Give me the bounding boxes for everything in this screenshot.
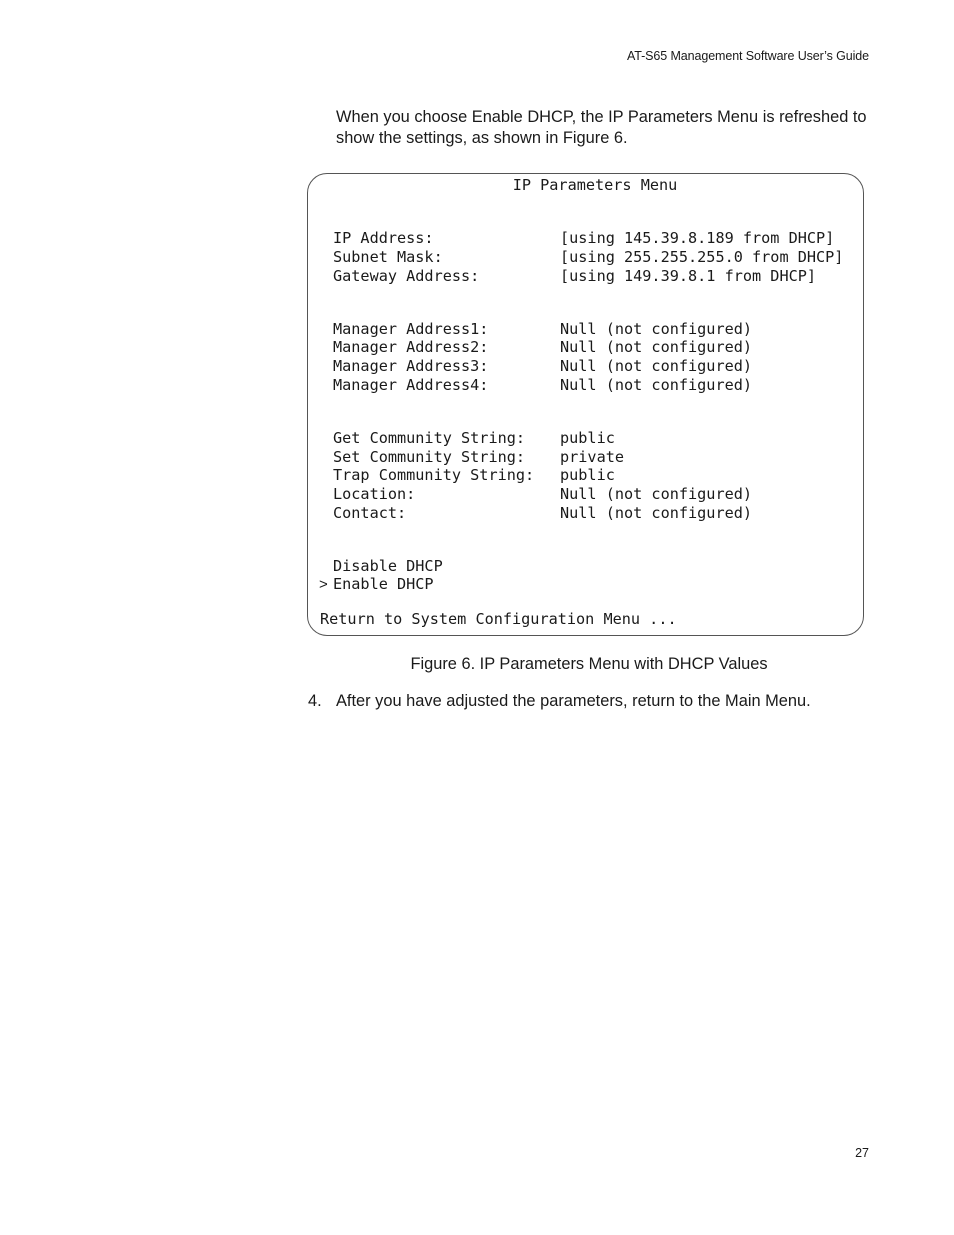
enable-dhcp-option[interactable]: Enable DHCP [333,575,434,593]
get-community-label[interactable]: Get Community String: [333,429,526,447]
manager-address3-label[interactable]: Manager Address3: [333,357,489,375]
figure-caption: Figure 6. IP Parameters Menu with DHCP Values [410,655,768,673]
contact-label[interactable]: Contact: [333,504,407,522]
manager-address3-value: Null (not configured) [560,357,753,375]
trap-community-value: public [560,466,615,484]
set-community-value: private [560,448,625,466]
manager-address1-label[interactable]: Manager Address1: [333,320,489,338]
subnet-mask-label[interactable]: Subnet Mask: [333,248,443,266]
manager-address4-value: Null (not configured) [560,376,753,394]
manager-address4-label[interactable]: Manager Address4: [333,376,489,394]
subnet-mask-value: [using 255.255.255.0 from DHCP] [560,248,844,266]
location-value: Null (not configured) [560,485,753,503]
gateway-address-label[interactable]: Gateway Address: [333,267,480,285]
ip-address-value: [using 145.39.8.189 from DHCP] [560,229,835,247]
get-community-value: public [560,429,615,447]
intro-paragraph: When you choose Enable DHCP, the IP Parameters Menu is refreshed to show the settings, as shown in Figure 6. [336,108,867,147]
step-text: After you have adjusted the parameters, return to the Main Menu. [336,692,811,710]
page-number: 27 [855,1146,869,1160]
manager-address2-value: Null (not configured) [560,338,753,356]
step-number: 4. [308,692,322,710]
selection-pointer-icon: > [319,576,328,593]
contact-value: Null (not configured) [560,504,753,522]
return-menu-option[interactable]: Return to System Configuration Menu ... [320,610,677,628]
manager-address1-value: Null (not configured) [560,320,753,338]
ip-address-label[interactable]: IP Address: [333,229,434,247]
menu-title: IP Parameters Menu [512,176,678,194]
disable-dhcp-option[interactable]: Disable DHCP [333,557,443,575]
manager-address2-label[interactable]: Manager Address2: [333,338,489,356]
running-header: AT-S65 Management Software User’s Guide [626,49,869,63]
gateway-address-value: [using 149.39.8.1 from DHCP] [560,267,817,285]
set-community-label[interactable]: Set Community String: [333,448,526,466]
trap-community-label[interactable]: Trap Community String: [333,466,535,484]
step-item [308,692,811,711]
location-label[interactable]: Location: [333,485,416,503]
